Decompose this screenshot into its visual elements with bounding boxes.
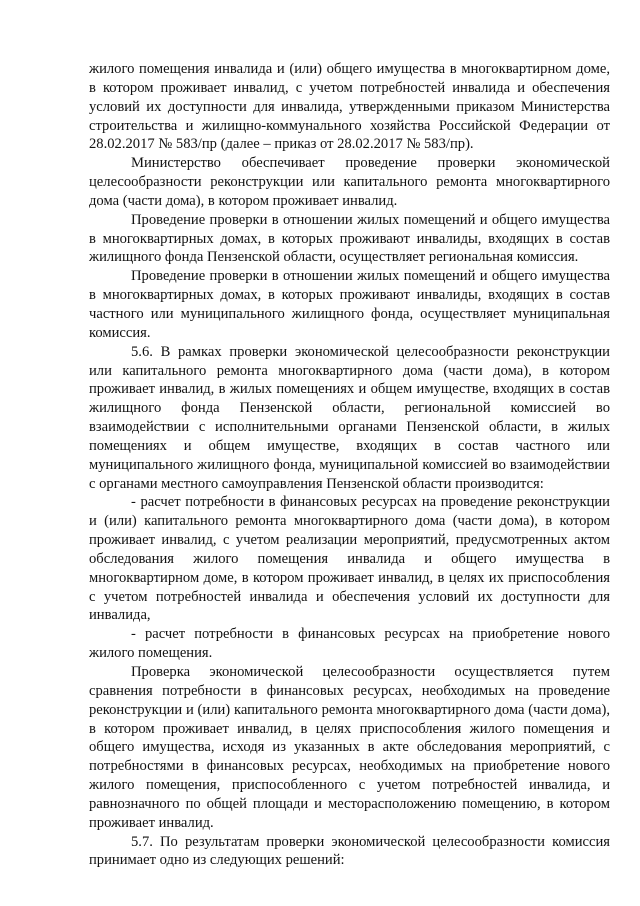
document-page (89, 60, 610, 870)
paragraph-order-reference: жилого помещения инвалида и (или) общего имущества в многоквартирном доме, в котором проживает инвалид, с учетом потребностей инвалида и обеспечения условий их доступности для инвалида, утвержденными приказом Министерства строительства и жилищно-коммунального хозяйства Российской Федерации от 28.02.2017 № 583/пр (далее – приказ от 28.02.2017 № 583/пр). (89, 61, 610, 153)
paragraph-municipal-commission: Проведение проверки в отношении жилых помещений и общего имущества в многоквартирных домах, в которых проживают инвалиды, входящих в состав частного или муниципального жилищного фонда, осуществляет муниципальная комиссия. (89, 268, 610, 341)
paragraph-economic-check-method: Проверка экономической целесообразности осуществляется путем сравнения потребности в финансовых ресурсах, необходимых на проведение реконструкции и (или) капитального ремонта многоквартирного дома (части дома), в котором проживает инвалид, в целях приспособления жилого помещения и общего имущества, исходя из указанных в акте обследования мероприятий, с потребностями в финансовых ресурсах, необходимых на приобретение нового жилого помещения, приспособленного с учетом потребностей инвалида, и равнозначного по общей площади и месторасположению помещению, в котором проживает инвалид. (89, 664, 610, 831)
list-item-reconstruction-cost: - расчет потребности в финансовых ресурсах на проведение реконструкции и (или) капитального ремонта многоквартирного дома (части дома), в котором проживает инвалид, с учетом реализации мероприятий, предусмотренных актом обследования жилого помещения инвалида и общего имущества в многоквартирном доме, в котором проживает инвалид, в целях их приспособления с учетом потребностей инвалида и обеспечения условий их доступности для инвалида, (89, 494, 610, 624)
paragraph-section-5-7: 5.7. По результатам проверки экономической целесообразности комиссия принимает одно из следующих решений: (89, 833, 610, 869)
paragraph-ministry-check: Министерство обеспечивает проведение проверки экономической целесообразности реконструкции или капитального ремонта многоквартирного дома (части дома), в котором проживает инвалид. (89, 155, 610, 209)
paragraph-section-5-6: 5.6. В рамках проверки экономической целесообразности реконструкции или капитального ремонта многоквартирного дома (части дома), в котором проживает инвалид, в жилых помещениях и общем имуществе, входящих в состав жилищного фонда Пензенской области, региональной комиссией во взаимодействии с исполнительными органами Пензенской области, в жилых помещениях и общем имуществе, входящих в состав частного или муниципального жилищного фонда, муниципальной комиссией во взаимодействии с органами местного самоуправления Пензенской области производится: (89, 343, 610, 492)
list-item-new-housing-cost: - расчет потребности в финансовых ресурсах на приобретение нового жилого помещения. (89, 626, 610, 662)
paragraph-regional-commission: Проведение проверки в отношении жилых помещений и общего имущества в многоквартирных домах, в которых проживают инвалиды, входящих в состав жилищного фонда Пензенской области, осуществляет региональная комиссия. (89, 211, 610, 266)
